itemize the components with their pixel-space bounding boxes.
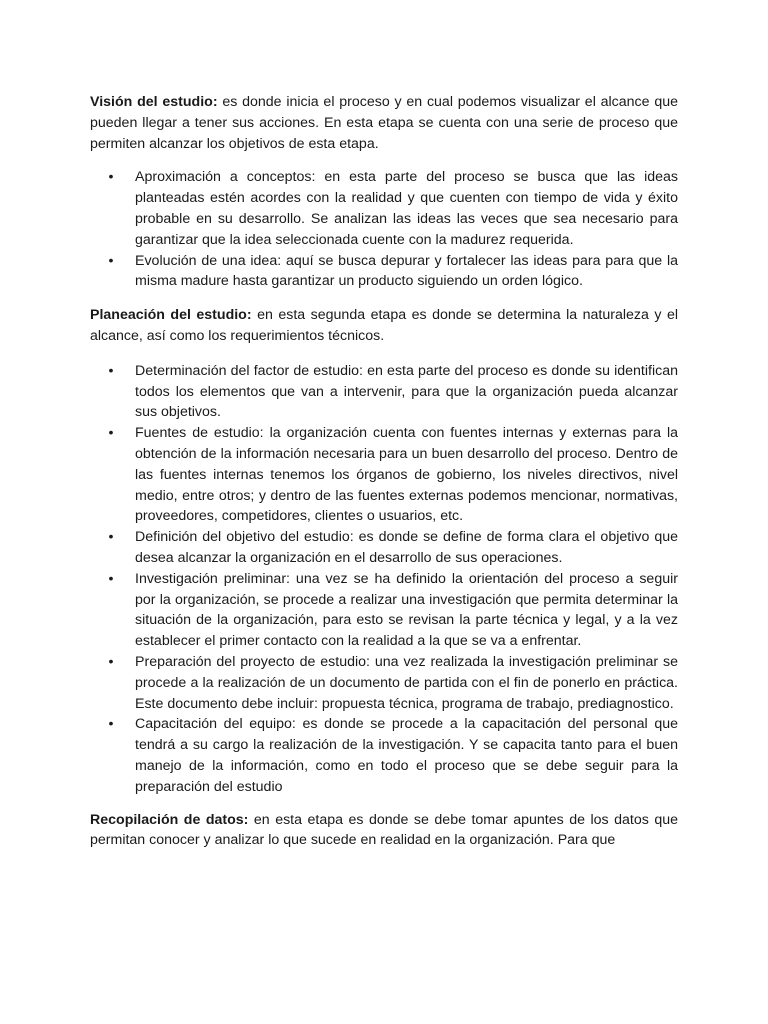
bullet-icon: • bbox=[108, 425, 114, 442]
paragraph-recopilacion bbox=[90, 810, 678, 852]
intro-planeacion: en esta segunda etapa es donde se determina la naturaleza y el alcance, así como los requerimientos técnicos. bbox=[90, 307, 679, 344]
bullet-icon: • bbox=[108, 716, 114, 733]
paragraph-planeacion bbox=[90, 305, 678, 347]
list-item: • Evolución de una idea: aquí se busca depurar y fortalecer las ideas para para que la misma madure hasta garantizar un producto siguiendo un orden lógico. bbox=[90, 251, 678, 293]
list-item: • Aproximación a conceptos: en esta parte del proceso se busca que las ideas planteadas estén acordes con la realidad y que cuenten con tiempo de vida y éxito probable en su desarrollo. Se analizan las ideas las veces que sea necesario para garantizar que la idea seleccionada cuente con la madurez requerida. bbox=[90, 167, 678, 250]
list-item: • Determinación del factor de estudio: en esta parte del proceso es donde su identifican todos los elementos que van a intervenir, para que la organización pueda alcanzar sus objetivos. bbox=[90, 361, 678, 423]
bullet-icon: • bbox=[108, 570, 114, 587]
intro-recopilacion: en esta etapa es donde se debe tomar apuntes de los datos que permitan conocer y analizar lo que sucede en realidad en la organización. Para que bbox=[90, 811, 678, 849]
bullet-icon: • bbox=[108, 362, 114, 379]
heading-vision: Visión del estudio: bbox=[90, 94, 218, 110]
bullet-list-vision bbox=[90, 167, 678, 292]
list-item: • Investigación preliminar: una vez se ha definido la orientación del proceso a seguir por la organización, se procede a realizar una investigación que permita determinar la situación de la organización, para esto se revisan la parte técnica y legal, y a la vez establecer el primer contacto con la realidad a la que se va a enfrentar. bbox=[90, 569, 678, 652]
bullet-list-planeacion bbox=[90, 361, 678, 798]
list-item: • Fuentes de estudio: la organización cuenta con fuentes internas y externas para la obtención de la información necesaria para un buen desarrollo del proceso. Dentro de las fuentes internas tenemos los órganos de gobierno, los niveles directivos, nivel medio, entre otros; y dentro de las fuentes externas podemos mencionar, normativas, proveedores, competidores, clientes o usuarios, etc. bbox=[90, 423, 678, 527]
list-item: • Capacitación del equipo: es donde se procede a la capacitación del personal que tendrá a su cargo la realización de la investigación. Y se capacita tanto para el buen manejo de la información, como en todo el proceso que se debe seguir para la preparación del estudio bbox=[90, 714, 678, 797]
bullet-icon: • bbox=[108, 252, 114, 269]
intro-vision: es donde inicia el proceso y en cual podemos visualizar el alcance que pueden llegar a tener sus acciones. En esta etapa se cuenta con una serie de proceso que permiten alcanzar los objetivos de esta etapa. bbox=[90, 94, 678, 152]
bullet-icon: • bbox=[108, 653, 114, 670]
list-item: • Preparación del proyecto de estudio: una vez realizada la investigación preliminar se procede a la realización de un documento de partida con el fin de ponerlo en práctica. Este documento debe incluir: propuesta técnica, programa de trabajo, prediagnostico. bbox=[90, 652, 678, 714]
paragraph-vision bbox=[90, 92, 678, 154]
heading-planeacion: Planeación del estudio: bbox=[90, 307, 252, 324]
bullet-icon: • bbox=[108, 529, 114, 546]
heading-recopilacion: Recopilación de datos: bbox=[90, 811, 249, 828]
bullet-icon: • bbox=[108, 169, 114, 186]
list-item: • Definición del objetivo del estudio: es donde se define de forma clara el objetivo que desea alcanzar la organización en el desarrollo de sus operaciones. bbox=[90, 527, 678, 569]
